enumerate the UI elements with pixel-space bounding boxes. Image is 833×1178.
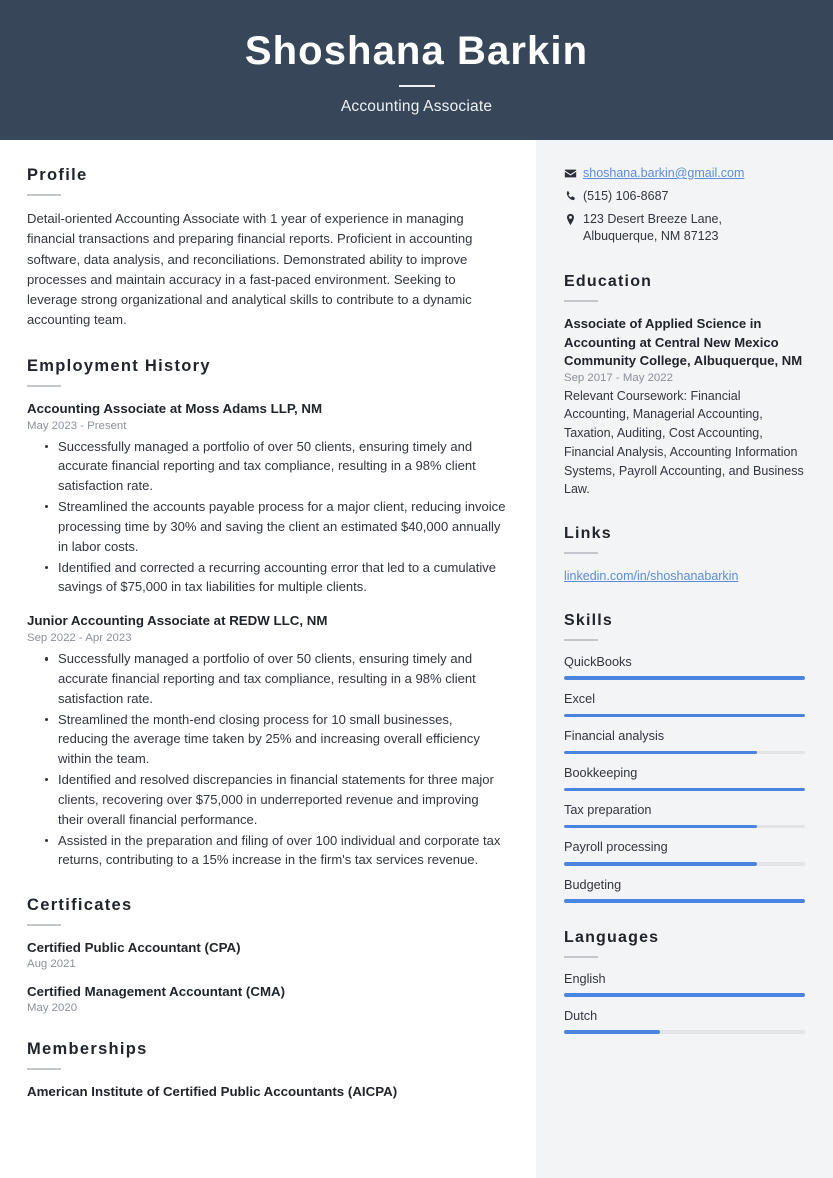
skill-bar-track xyxy=(564,825,805,829)
skill-label: Payroll processing xyxy=(564,840,668,855)
certificate-date: May 2020 xyxy=(27,1002,78,1015)
email-link[interactable]: shoshana.barkin@gmail.com xyxy=(583,166,745,180)
skill-label: Budgeting xyxy=(564,877,622,892)
contact-list xyxy=(564,165,805,246)
bullet-item: Assisted in the preparation and filing of over 100 individual and corporate tax returns, contributing to a 15% increase in the firm's tax services revenue. xyxy=(45,831,506,871)
profile-heading-rule xyxy=(27,194,61,196)
skill-bar-fill xyxy=(564,862,757,866)
section-links xyxy=(564,525,805,586)
education-entry-date: Sep 2017 - May 2022 xyxy=(564,371,673,384)
employment-heading-rule xyxy=(27,385,61,387)
certificate-entry xyxy=(27,939,506,970)
employment-entry-date: May 2023 - Present xyxy=(27,419,127,432)
education-entry-description: Relevant Coursework: Financial Accounting, Managerial Accounting, Taxation, Auditing, Cost Accounting, Financial Analysis, Accounting Information Systems, Payroll Accounting, and Business Law. xyxy=(564,388,804,497)
phone-icon xyxy=(564,188,581,203)
skills-heading-rule xyxy=(564,639,598,641)
language-label: English xyxy=(564,971,606,986)
skill-item xyxy=(564,728,805,754)
section-education xyxy=(564,273,805,499)
education-entry-title: Associate of Applied Science in Accounting at Central New Mexico Community College, Albuquerque, NM xyxy=(564,316,803,369)
links-heading-rule xyxy=(564,552,598,554)
contact-item-email xyxy=(564,165,805,183)
resume-header xyxy=(0,0,833,140)
resume-body xyxy=(0,140,833,1178)
section-employment-history xyxy=(27,357,506,871)
header-divider xyxy=(399,85,435,87)
links-heading: Links xyxy=(564,525,612,543)
language-bar-fill xyxy=(564,993,805,997)
candidate-name: Shoshana Barkin xyxy=(244,29,589,73)
employment-entry xyxy=(27,612,506,870)
skill-label: Tax preparation xyxy=(564,803,652,818)
memberships-heading-rule xyxy=(27,1068,61,1070)
employment-entry xyxy=(27,400,506,598)
skill-bar-fill xyxy=(564,751,757,755)
bullet-item: Identified and corrected a recurring accounting error that led to a cumulative savings of $75,000 in tax liabilities for multiple clients. xyxy=(45,558,506,598)
certificates-heading: Certificates xyxy=(27,896,133,915)
employment-entry-title: Accounting Associate at Moss Adams LLP, NM xyxy=(27,400,323,416)
address-line-1: 123 Desert Breeze Lane, xyxy=(583,211,722,226)
bullet-item: Successfully managed a portfolio of over 50 clients, ensuring timely and accurate financial reporting and tax compliance, resulting in a 98% client satisfaction rate. xyxy=(45,437,506,496)
education-heading-rule xyxy=(564,300,598,302)
linkedin-link[interactable]: linkedin.com/in/shoshanabarkin xyxy=(564,569,739,584)
skill-bar-track xyxy=(564,751,805,755)
bullet-item: Streamlined the accounts payable process for a major client, reducing invoice processing time by 30% and saving the client an estimated $40,000 annually in labor costs. xyxy=(45,497,506,556)
profile-text: Detail-oriented Accounting Associate with 1 year of experience in managing financial transactions and preparing financial reports. Proficient in accounting software, data analysis, and reconciliations. Demonstrated ability to improve processes and maintain accuracy in a fast-paced environment. Seeking to leverage strong organizational and analytical skills to contribute to a dynamic accounting team. xyxy=(27,211,473,328)
skill-label: Financial analysis xyxy=(564,729,665,744)
skill-label: Excel xyxy=(564,692,596,707)
section-languages xyxy=(564,929,805,1034)
employment-entry-title: Junior Accounting Associate at REDW LLC, NM xyxy=(27,613,328,629)
employment-heading: Employment History xyxy=(27,356,211,375)
education-heading: Education xyxy=(564,273,653,290)
skill-item xyxy=(564,877,805,903)
skill-label: Bookkeeping xyxy=(564,766,638,781)
membership-name: American Institute of Certified Public Accountants (AICPA) xyxy=(27,1084,398,1100)
section-certificates xyxy=(27,896,506,1014)
skill-label: QuickBooks xyxy=(564,654,632,669)
envelope-icon xyxy=(564,165,581,180)
memberships-heading: Memberships xyxy=(27,1040,148,1059)
sidebar-column xyxy=(536,140,833,1178)
skill-bar-fill xyxy=(564,788,805,792)
languages-heading-rule xyxy=(564,956,598,958)
skill-bar-track xyxy=(564,862,805,866)
certificate-name: Certified Management Accountant (CMA) xyxy=(27,984,286,1000)
languages-heading: Languages xyxy=(564,928,660,946)
certificate-name: Certified Public Accountant (CPA) xyxy=(27,940,241,956)
contact-item-address xyxy=(564,211,805,247)
employment-entry-bullets xyxy=(27,437,506,598)
section-profile xyxy=(27,166,506,331)
contact-phone-text: (515) 106-8687 xyxy=(583,188,669,203)
language-label: Dutch xyxy=(564,1008,598,1023)
bullet-item: Successfully managed a portfolio of over 50 clients, ensuring timely and accurate financial reporting and tax compliance, resulting in a 98% client satisfaction rate. xyxy=(45,649,506,708)
skills-heading: Skills xyxy=(564,611,614,629)
skill-bar-fill xyxy=(564,899,805,903)
employment-entry-date: Sep 2022 - Apr 2023 xyxy=(27,632,132,645)
contact-item-phone xyxy=(564,188,805,206)
skill-item xyxy=(564,839,805,865)
language-item xyxy=(564,1008,805,1034)
skill-bar-fill xyxy=(564,714,805,718)
skill-bar-track xyxy=(564,676,805,680)
profile-heading: Profile xyxy=(27,166,88,184)
bullet-item: Identified and resolved discrepancies in financial statements for three major clients, recovering over $75,000 in underreported revenue and improving their overall financial performance. xyxy=(45,770,506,829)
contact-address-text xyxy=(581,211,722,247)
main-column xyxy=(0,140,536,1178)
skill-bar-fill xyxy=(564,825,757,829)
skill-item xyxy=(564,802,805,828)
language-bar-track xyxy=(564,993,805,997)
certificate-date: Aug 2021 xyxy=(27,958,76,971)
education-entry xyxy=(564,315,805,499)
skill-bar-track xyxy=(564,899,805,903)
skill-bar-track xyxy=(564,788,805,792)
candidate-job-title: Accounting Associate xyxy=(340,98,493,115)
section-memberships xyxy=(27,1040,506,1101)
section-skills xyxy=(564,612,805,903)
employment-entry-bullets xyxy=(27,649,506,870)
contact-email-text xyxy=(581,165,744,183)
bullet-item: Streamlined the month-end closing process for 10 small businesses, reducing the average time taken by 25% and increasing overall efficiency within the team. xyxy=(45,710,506,769)
skill-item xyxy=(564,765,805,791)
language-item xyxy=(564,971,805,997)
certificates-heading-rule xyxy=(27,924,61,926)
skill-item xyxy=(564,691,805,717)
language-bar-fill xyxy=(564,1030,660,1034)
address-line-2: Albuquerque, NM 87123 xyxy=(583,229,719,244)
location-pin-icon xyxy=(564,211,581,226)
language-bar-track xyxy=(564,1030,805,1034)
skill-item xyxy=(564,654,805,680)
certificate-entry xyxy=(27,983,506,1014)
skill-bar-track xyxy=(564,714,805,718)
skill-bar-fill xyxy=(564,676,805,680)
